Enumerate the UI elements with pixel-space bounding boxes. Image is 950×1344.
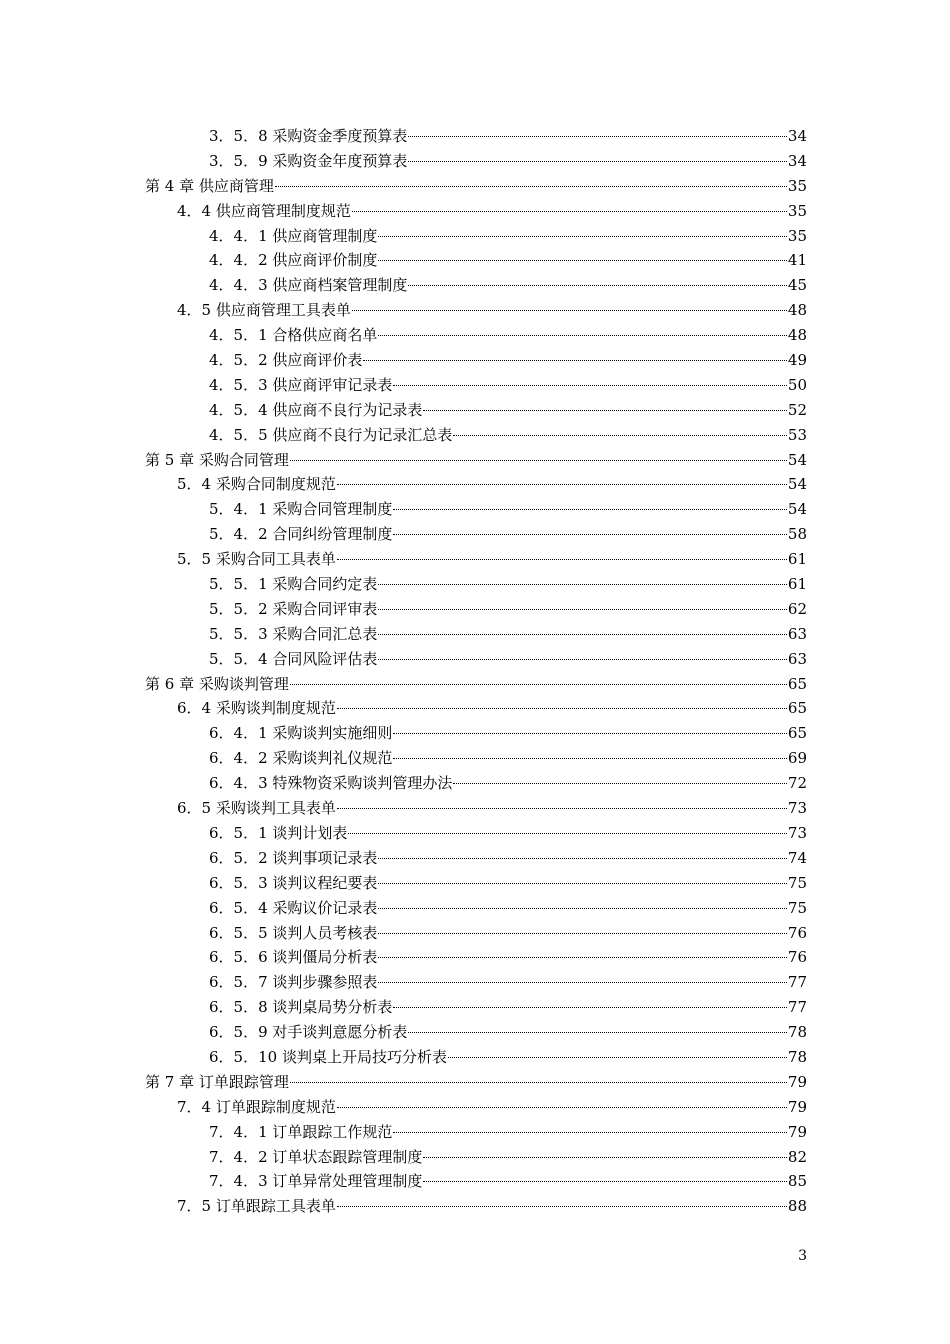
- toc-entry-page: 82: [787, 1147, 807, 1166]
- toc-entry[interactable]: [145, 149, 807, 174]
- toc-entry-page: 61: [787, 575, 807, 594]
- toc-entry[interactable]: [145, 970, 807, 995]
- toc-entry-title: 6．5．1 谈判计划表: [209, 823, 348, 842]
- toc-entry[interactable]: [145, 472, 807, 497]
- toc-entry-title: 6．5 采购谈判工具表单: [177, 799, 336, 818]
- toc-entry-page: 79: [787, 1072, 807, 1091]
- toc-entry-title: 6．5．10 谈判桌上开局技巧分析表: [209, 1047, 447, 1066]
- toc-entry-page: 63: [787, 649, 807, 668]
- toc-entry[interactable]: [145, 373, 807, 398]
- toc-entry[interactable]: [145, 423, 807, 448]
- toc-dot-leader: [408, 284, 787, 286]
- toc-entry-page: 48: [787, 301, 807, 320]
- toc-entry-title: 6．5．5 谈判人员考核表: [209, 923, 378, 942]
- toc-entry-title: 5．4 采购合同制度规范: [177, 475, 336, 494]
- toc-entry[interactable]: [145, 448, 807, 473]
- toc-entry-title: 4．5．2 供应商评价表: [209, 351, 363, 370]
- toc-entry-page: 49: [787, 351, 807, 370]
- toc-entry[interactable]: [145, 1145, 807, 1170]
- toc-entry-title: 6．5．4 采购议价记录表: [209, 898, 378, 917]
- toc-entry-title: 7．4．3 订单异常处理管理制度: [209, 1172, 423, 1191]
- toc-entry[interactable]: [145, 721, 807, 746]
- toc-dot-leader: [378, 235, 787, 237]
- toc-dot-leader: [378, 583, 787, 585]
- toc-dot-leader: [393, 533, 787, 535]
- toc-entry[interactable]: [145, 298, 807, 323]
- toc-entry-title: 6．4．3 特殊物资采购谈判管理办法: [209, 774, 453, 793]
- toc-entry-page: 35: [787, 176, 807, 195]
- toc-entry-title: 5．5 采购合同工具表单: [177, 550, 336, 569]
- toc-entry-page: 53: [787, 425, 807, 444]
- toc-entry-page: 65: [787, 724, 807, 743]
- toc-entry-page: 72: [787, 774, 807, 793]
- toc-entry-page: 78: [787, 1023, 807, 1042]
- toc-entry-page: 54: [787, 450, 807, 469]
- toc-entry-page: 58: [787, 525, 807, 544]
- toc-dot-leader: [290, 1081, 787, 1083]
- toc-dot-leader: [352, 309, 787, 311]
- toc-entry-title: 5．5．3 采购合同汇总表: [209, 624, 378, 643]
- toc-entry-title: 4．4 供应商管理制度规范: [177, 201, 351, 220]
- toc-dot-leader: [453, 434, 787, 436]
- toc-dot-leader: [393, 384, 787, 386]
- page-number: 3: [798, 1248, 807, 1264]
- toc-entry-title: 6．4．2 采购谈判礼仪规范: [209, 749, 393, 768]
- toc-entry-title: 6．5．6 谈判僵局分析表: [209, 948, 378, 967]
- toc-dot-leader: [290, 459, 787, 461]
- toc-entry-title: 4．5．1 合格供应商名单: [209, 326, 378, 345]
- toc-entry-title: 第 4 章 供应商管理: [145, 176, 274, 195]
- toc-entry-title: 4．4．1 供应商管理制度: [209, 226, 378, 245]
- toc-entry-title: 6．4．1 采购谈判实施细则: [209, 724, 393, 743]
- table-of-contents: [145, 124, 807, 1219]
- toc-dot-leader: [378, 956, 787, 958]
- toc-dot-leader: [378, 608, 787, 610]
- toc-entry-page: 79: [787, 1122, 807, 1141]
- toc-entry-page: 63: [787, 624, 807, 643]
- toc-entry-page: 88: [787, 1197, 807, 1216]
- toc-entry[interactable]: [145, 1070, 807, 1095]
- toc-dot-leader: [378, 882, 787, 884]
- toc-entry-title: 第 7 章 订单跟踪管理: [145, 1072, 289, 1091]
- toc-entry-page: 77: [787, 973, 807, 992]
- toc-entry-title: 5．4．1 采购合同管理制度: [209, 500, 393, 519]
- toc-entry[interactable]: [145, 398, 807, 423]
- toc-entry-title: 4．5．3 供应商评审记录表: [209, 375, 393, 394]
- toc-entry[interactable]: [145, 1020, 807, 1045]
- toc-entry[interactable]: [145, 821, 807, 846]
- toc-entry-page: 61: [787, 550, 807, 569]
- toc-dot-leader: [275, 185, 787, 187]
- toc-entry-title: 第 6 章 采购谈判管理: [145, 674, 289, 693]
- toc-entry-page: 76: [787, 948, 807, 967]
- toc-entry[interactable]: [145, 522, 807, 547]
- toc-entry-title: 4．5．5 供应商不良行为记录汇总表: [209, 425, 453, 444]
- toc-entry[interactable]: [145, 224, 807, 249]
- toc-entry[interactable]: [145, 348, 807, 373]
- toc-dot-leader: [408, 160, 787, 162]
- toc-dot-leader: [378, 857, 787, 859]
- toc-entry-title: 5．5．4 合同风险评估表: [209, 649, 378, 668]
- toc-entry-title: 5．4．2 合同纠纷管理制度: [209, 525, 393, 544]
- toc-entry-page: 75: [787, 898, 807, 917]
- toc-dot-leader: [363, 359, 787, 361]
- toc-dot-leader: [448, 1056, 787, 1058]
- toc-entry[interactable]: [145, 796, 807, 821]
- toc-dot-leader: [348, 832, 787, 834]
- toc-entry[interactable]: [145, 1120, 807, 1145]
- toc-dot-leader: [453, 782, 787, 784]
- toc-entry-title: 6．4 采购谈判制度规范: [177, 699, 336, 718]
- toc-entry-title: 4．4．2 供应商评价制度: [209, 251, 378, 270]
- toc-entry[interactable]: [145, 1169, 807, 1194]
- toc-entry-page: 35: [787, 226, 807, 245]
- toc-entry-page: 41: [787, 251, 807, 270]
- toc-entry-title: 5．5．1 采购合同约定表: [209, 575, 378, 594]
- toc-entry-title: 7．4．1 订单跟踪工作规范: [209, 1122, 393, 1141]
- toc-entry[interactable]: [145, 696, 807, 721]
- toc-entry[interactable]: [145, 647, 807, 672]
- toc-entry-title: 第 5 章 采购合同管理: [145, 450, 289, 469]
- toc-dot-leader: [337, 558, 787, 560]
- toc-entry-page: 75: [787, 873, 807, 892]
- toc-dot-leader: [337, 1106, 787, 1108]
- toc-entry-page: 54: [787, 475, 807, 494]
- toc-entry[interactable]: [145, 622, 807, 647]
- toc-dot-leader: [290, 683, 787, 685]
- toc-entry-page: 73: [787, 823, 807, 842]
- toc-entry-page: 65: [787, 674, 807, 693]
- toc-entry-title: 6．5．3 谈判议程纪要表: [209, 873, 378, 892]
- toc-dot-leader: [393, 508, 787, 510]
- toc-entry-title: 6．5．8 谈判桌局势分析表: [209, 998, 393, 1017]
- toc-entry[interactable]: [145, 995, 807, 1020]
- toc-entry[interactable]: [145, 199, 807, 224]
- toc-entry-title: 3．5．8 采购资金季度预算表: [209, 127, 408, 145]
- toc-dot-leader: [378, 907, 787, 909]
- toc-entry-title: 6．5．2 谈判事项记录表: [209, 848, 378, 867]
- toc-entry-page: 34: [787, 151, 807, 170]
- toc-entry-title: 7．4 订单跟踪制度规范: [177, 1097, 336, 1116]
- toc-entry[interactable]: [145, 124, 807, 149]
- toc-entry[interactable]: [145, 248, 807, 273]
- toc-entry[interactable]: [145, 323, 807, 348]
- toc-entry[interactable]: [145, 174, 807, 199]
- toc-entry[interactable]: [145, 547, 807, 572]
- toc-entry[interactable]: [145, 497, 807, 522]
- toc-entry[interactable]: [145, 945, 807, 970]
- toc-entry-page: 77: [787, 998, 807, 1017]
- toc-dot-leader: [378, 259, 787, 261]
- toc-entry-title: 6．5．7 谈判步骤参照表: [209, 973, 378, 992]
- toc-dot-leader: [337, 707, 787, 709]
- toc-entry-page: 54: [787, 500, 807, 519]
- toc-dot-leader: [408, 135, 787, 137]
- toc-entry-page: 79: [787, 1097, 807, 1116]
- toc-entry[interactable]: [145, 1095, 807, 1120]
- toc-entry-title: 4．4．3 供应商档案管理制度: [209, 276, 408, 295]
- toc-dot-leader: [378, 981, 787, 983]
- toc-dot-leader: [423, 1180, 787, 1182]
- toc-dot-leader: [423, 1156, 787, 1158]
- toc-entry[interactable]: [145, 1194, 807, 1219]
- toc-entry-title: 7．5 订单跟踪工具表单: [177, 1197, 336, 1216]
- toc-dot-leader: [393, 1006, 787, 1008]
- toc-dot-leader: [352, 210, 787, 212]
- toc-entry-page: 78: [787, 1047, 807, 1066]
- toc-dot-leader: [337, 1205, 787, 1207]
- toc-entry[interactable]: [145, 746, 807, 771]
- toc-entry-page: 52: [787, 400, 807, 419]
- toc-dot-leader: [393, 1131, 787, 1133]
- toc-entry-page: 74: [787, 848, 807, 867]
- toc-dot-leader: [378, 334, 787, 336]
- toc-entry[interactable]: [145, 672, 807, 697]
- toc-entry[interactable]: [145, 771, 807, 796]
- toc-entry[interactable]: [145, 273, 807, 298]
- toc-entry-page: 69: [787, 749, 807, 768]
- toc-dot-leader: [337, 483, 787, 485]
- toc-entry[interactable]: [145, 921, 807, 946]
- toc-entry-title: 5．5．2 采购合同评审表: [209, 599, 378, 618]
- toc-dot-leader: [378, 932, 787, 934]
- toc-entry[interactable]: [145, 572, 807, 597]
- toc-dot-leader: [337, 807, 787, 809]
- toc-dot-leader: [393, 732, 787, 734]
- toc-entry-title: 4．5 供应商管理工具表单: [177, 301, 351, 320]
- toc-entry-page: 35: [787, 201, 807, 220]
- toc-entry-page: 73: [787, 799, 807, 818]
- toc-entry-title: 4．5．4 供应商不良行为记录表: [209, 400, 423, 419]
- toc-entry[interactable]: [145, 871, 807, 896]
- toc-entry[interactable]: [145, 896, 807, 921]
- toc-dot-leader: [423, 409, 787, 411]
- toc-entry[interactable]: [145, 1045, 807, 1070]
- toc-entry-page: 62: [787, 599, 807, 618]
- toc-entry-page: 45: [787, 276, 807, 295]
- toc-dot-leader: [393, 757, 787, 759]
- toc-entry-page: 85: [787, 1172, 807, 1191]
- toc-dot-leader: [378, 633, 787, 635]
- toc-entry-title: 7．4．2 订单状态跟踪管理制度: [209, 1147, 423, 1166]
- toc-entry[interactable]: [145, 846, 807, 871]
- toc-entry[interactable]: [145, 597, 807, 622]
- toc-entry-title: 6．5．9 对手谈判意愿分析表: [209, 1023, 408, 1042]
- toc-entry-page: 76: [787, 923, 807, 942]
- toc-entry-page: 65: [787, 699, 807, 718]
- toc-entry-page: 48: [787, 326, 807, 345]
- toc-entry-title: 3．5．9 采购资金年度预算表: [209, 151, 408, 170]
- toc-dot-leader: [378, 658, 787, 660]
- toc-entry-page: 50: [787, 375, 807, 394]
- toc-entry-page: 34: [787, 127, 807, 145]
- toc-dot-leader: [408, 1031, 787, 1033]
